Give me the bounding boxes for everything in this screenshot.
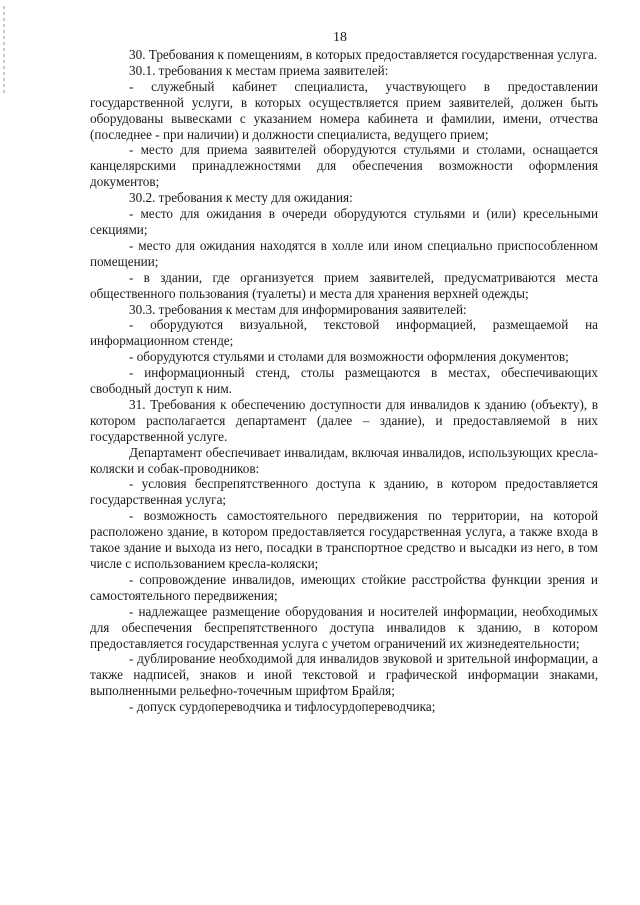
paragraph-30-3: 30.3. требования к местам для информирования заявителей: xyxy=(129,301,467,317)
list-item-movement: - возможность самостоятельного передвижения по территории, на которой расположено здание, в котором предоставляется государственная услуга, а также входа в такое здание и выхода из него, посадки в транспортное средство и высадки из него, в том числе с использованием кресла-коляски; xyxy=(90,508,598,571)
list-item-waiting-hall: - место для ожидания находятся в холле или ином специально приспособленном помещении; xyxy=(90,237,598,269)
list-item-escort: - сопровождение инвалидов, имеющих стойкие расстройства функции зрения и самостоятельного передвижения; xyxy=(90,571,598,603)
page-number: 18 xyxy=(333,30,347,45)
paragraph-30-2: 30.2. требования к месту для ожидания: xyxy=(129,190,353,206)
list-item-equipment-placement: - надлежащее размещение оборудования и носителей информации, необходимых для обеспечения беспрепятственного доступа инвалидов к зданию, в котором предоставляется государственная услуга с учетом ограничений их жизнедеятельности; xyxy=(90,603,598,651)
document-body xyxy=(90,47,598,715)
list-item-interpreters: - допуск сурдопереводчика и тифлосурдопереводчика; xyxy=(129,699,436,715)
list-item-free-access: - информационный стенд, столы размещаются в местах, обеспечивающих свободный доступ к ним. xyxy=(90,365,598,397)
list-item-info-stand: - оборудуются визуальной, текстовой информацией, размещаемой на информационном стенде; xyxy=(90,317,598,349)
list-item-access-conditions: - условия беспрепятственного доступа к зданию, в котором предоставляется государственная услуга; xyxy=(90,476,598,508)
paragraph-30-1: 30.1. требования к местам приема заявителей: xyxy=(129,62,389,78)
paragraph-department: Департамент обеспечивает инвалидам, включая инвалидов, использующих кресла-коляски и собак-проводников: xyxy=(90,444,598,476)
list-item-office: - служебный кабинет специалиста, участвующего в предоставлении государственной услуги, в которых осуществляется прием заявителей, должен быть оборудованы вывесками с указанием номера кабинета и фамилии, имени, отчества (последнее - при наличии) и должности специалиста, ведущего прием; xyxy=(90,78,598,142)
list-item-public-facilities: - в здании, где организуется прием заявителей, предусматриваются места общественного пользования (туалеты) и места для хранения верхней одежды; xyxy=(90,269,598,301)
list-item-braille: - дублирование необходимой для инвалидов звуковой и зрительной информации, а также надписей, знаков и иной текстовой и графической информации знаками, выполненными рельефно-точечным шрифтом Брайля; xyxy=(90,651,598,699)
list-item-chairs-tables: - оборудуются стульями и столами для возможности оформления документов; xyxy=(129,349,569,365)
paragraph-30: 30. Требования к помещениям, в которых предоставляется государственная услуга. xyxy=(129,47,598,62)
list-item-waiting-seats: - место для ожидания в очереди оборудуются стульями и (или) кресельными секциями; xyxy=(90,206,598,237)
list-item-reception-place: - место для приема заявителей оборудуются стульями и столами, оснащается канцелярскими принадлежностями для обеспечения возможности оформления документов; xyxy=(90,142,598,190)
paragraph-31: 31. Требования к обеспечению доступности для инвалидов к зданию (объекту), в котором располагается департамент (далее – здание), и предоставляемой в них государственной услуге. xyxy=(90,396,598,444)
scan-margin-marks xyxy=(3,6,5,96)
